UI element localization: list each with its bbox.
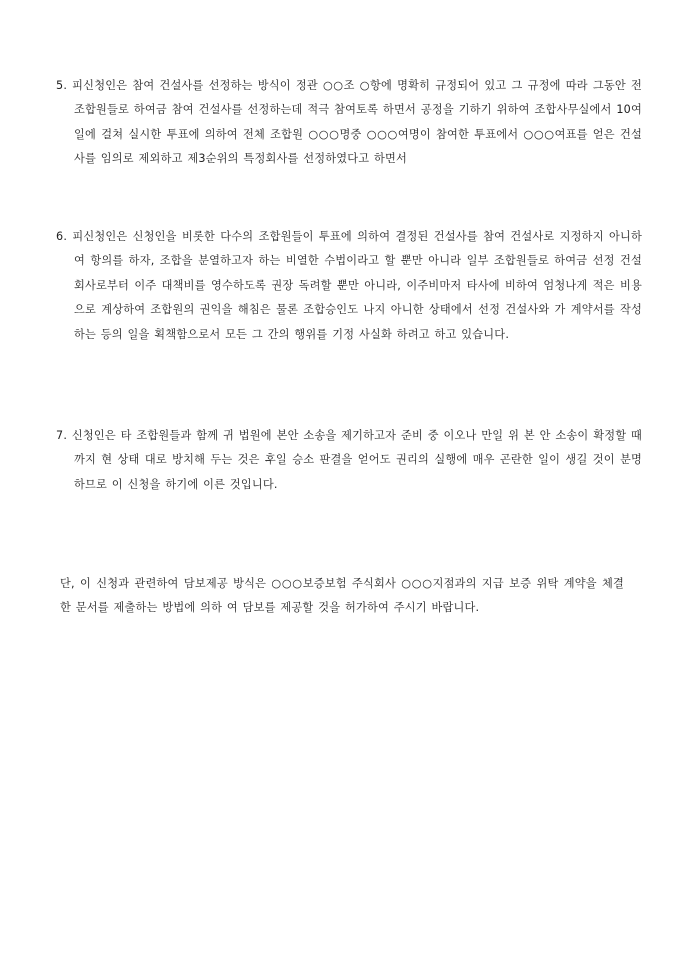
paragraph-7: 7. 신청인은 타 조합원들과 함께 귀 법원에 본안 소송을 제기하고자 준비 중 이오나 만일 위 본 안 소송이 확정할 때까지 현 상태 대로 방치해 두는 것은 후일 승소 판결을 얻어도 권리의 실행에 매우 곤란한 일이 생길 것이 분명하므로 이 신청을 하기에 이른 것입니다.: [56, 429, 642, 491]
collateral-note-paragraph: 단, 이 신청과 관련하여 담보제공 방식은 ○○○보증보험 주식회사 ○○○지점과의 지급 보증 위탁 계약을 체결한 문서를 제출하는 방법에 의하 여 담보를 제공할 것을 허가하여 주시기 바랍니다.: [60, 577, 624, 615]
paragraph-6: 6. 피신청인은 신청인을 비롯한 다수의 조합원들이 투표에 의하여 결정된 건설사를 참여 건설사로 지정하지 아니하여 항의를 하자, 조합을 분열하고자 하는 비열한 수법이라고 할 뿐만 아니라 일부 조합원들로 하여금 선정 건설회사로부터 이주 대책비를 영수하도록 권장 독려할 뿐만 아니라, 이주비마저 타사에 비하여 엄청나게 적은 비용으로 계상하여 조합원의 권익을 해침은 물론 조합승인도 나지 아니한 상태에서 선정 건설사와 가 계약서를 작성하는 등의 일을 획책함으로서 모든 그 간의 행위를 기정 사실화 하려고 하고 있습니다.: [56, 230, 642, 341]
paragraph-5: 5. 피신청인은 참여 건설사를 선정하는 방식이 정관 ○○조 ○항에 명확히 규정되어 있고 그 규정에 따라 그동안 전 조합원들로 하여금 참여 건설사를 선정하는데 적극 참여토록 하면서 공정을 기하기 위하여 조합사무실에서 10여일에 걸쳐 실시한 투표에 의하여 전체 조합원 ○○○명중 ○○○여명이 참여한 투표에서 ○○○여표를 얻은 건설사를 임의로 제외하고 제3순위의 특정회사를 선정하였다고 하면서: [56, 79, 642, 166]
